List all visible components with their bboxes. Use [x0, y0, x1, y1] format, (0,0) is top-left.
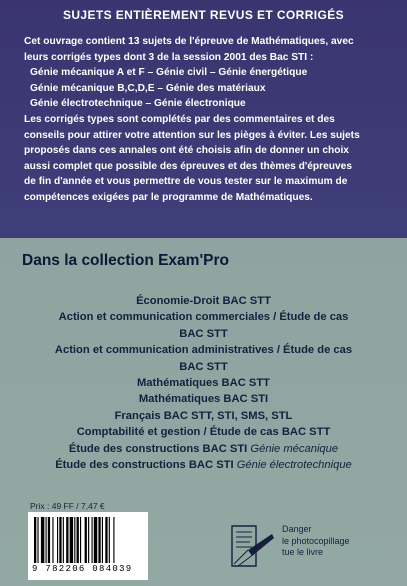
collection-item: Comptabilité et gestion / Étude de cas BAC STT [76, 426, 331, 439]
description-line: Génie mécanique B,C,D,E – Génie des matériaux [30, 82, 266, 94]
description-line: aussi complet que possible des épreuves et des thèmes d'épreuves [24, 160, 352, 172]
collection-item: Mathématiques BAC STI [138, 393, 269, 406]
description-line: Génie électrotechnique – Génie électronique [30, 98, 246, 110]
barcode-bar [109, 517, 110, 563]
collection-item: BAC STT [179, 360, 228, 373]
isbn-number: 9 782206 084039 [32, 564, 133, 574]
barcode-bar [102, 517, 103, 563]
description-heading: SUJETS ENTIÈREMENT REVUS ET CORRIGÉS [62, 8, 345, 22]
barcode-bar [88, 517, 89, 563]
collection-item: BAC STT [179, 327, 228, 340]
barcode-bar [59, 517, 61, 563]
collection-item: Étude des constructions BAC STI Génie mécanique [68, 442, 339, 455]
barcode-bar [63, 517, 64, 563]
description-line: Cet ouvrage contient 13 sujets de l'épreuve de Mathématiques, avec [24, 36, 354, 47]
description-line: Génie mécanique A et F – Génie civil – Génie énergétique [30, 67, 308, 79]
collection-item: Mathématiques BAC STT [136, 377, 271, 390]
barcode-bar [85, 517, 87, 563]
barcode-bar [57, 517, 58, 563]
collection-item: Économie-Droit BAC STT [136, 295, 271, 307]
barcode-bar [80, 517, 81, 563]
barcode-bar [46, 517, 47, 563]
barcode [28, 512, 148, 580]
description-panel [0, 0, 407, 238]
collection-item: Français BAC STT, STI, SMS, STL [114, 409, 293, 422]
collection-item: Étude des constructions BAC STI Génie électrotechnique [55, 459, 352, 472]
description-text [24, 34, 394, 206]
description-line: proposés dans ces annales ont été choisis afin de donner un choix [24, 145, 349, 157]
description-line: conseils pour attirer votre attention sur les pièges à éviter. Les sujets [24, 129, 360, 141]
barcode-bar [52, 517, 53, 563]
collection-panel [0, 238, 407, 586]
barcode-bar [105, 517, 107, 563]
description-line: compétences exigées par le programme de Mathématiques. [24, 191, 313, 203]
barcode-bar [113, 517, 114, 563]
price-label: Prix : 49 FF / 7,47 € [30, 501, 105, 511]
collection-list [0, 293, 407, 473]
barcode-bar [74, 517, 75, 563]
barcode-bar [77, 517, 79, 563]
barcode-bar [34, 517, 36, 563]
photocopy-warning-icon [228, 520, 276, 572]
description-line: de fin d'année et vous permettre de vous tester sur le maximum de [24, 176, 348, 188]
barcode-bar [94, 517, 97, 563]
description-line: leurs corrigés types dont 3 de la session 2001 des Bac STI : [24, 51, 314, 63]
barcode-bar [70, 517, 73, 563]
collection-heading: Dans la collection Exam'Pro [22, 252, 229, 269]
collection-item: Action et communication commerciales / Étude de cas [58, 311, 349, 324]
photocopy-warning [228, 518, 378, 576]
barcode-bar [41, 517, 44, 563]
barcode-bar [48, 517, 50, 563]
barcode-bars [34, 517, 142, 563]
collection-item: Action et communication administratives / Étude de cas [54, 344, 353, 357]
barcode-bar [98, 517, 100, 563]
barcode-bar [92, 517, 93, 563]
photocopy-warning-text: Danger le photocopillage tue le livre [282, 524, 350, 557]
barcode-bar [66, 517, 68, 563]
barcode-bar [37, 517, 38, 563]
description-line: Les corrigés types sont complétés par des commentaires et des [24, 113, 335, 125]
